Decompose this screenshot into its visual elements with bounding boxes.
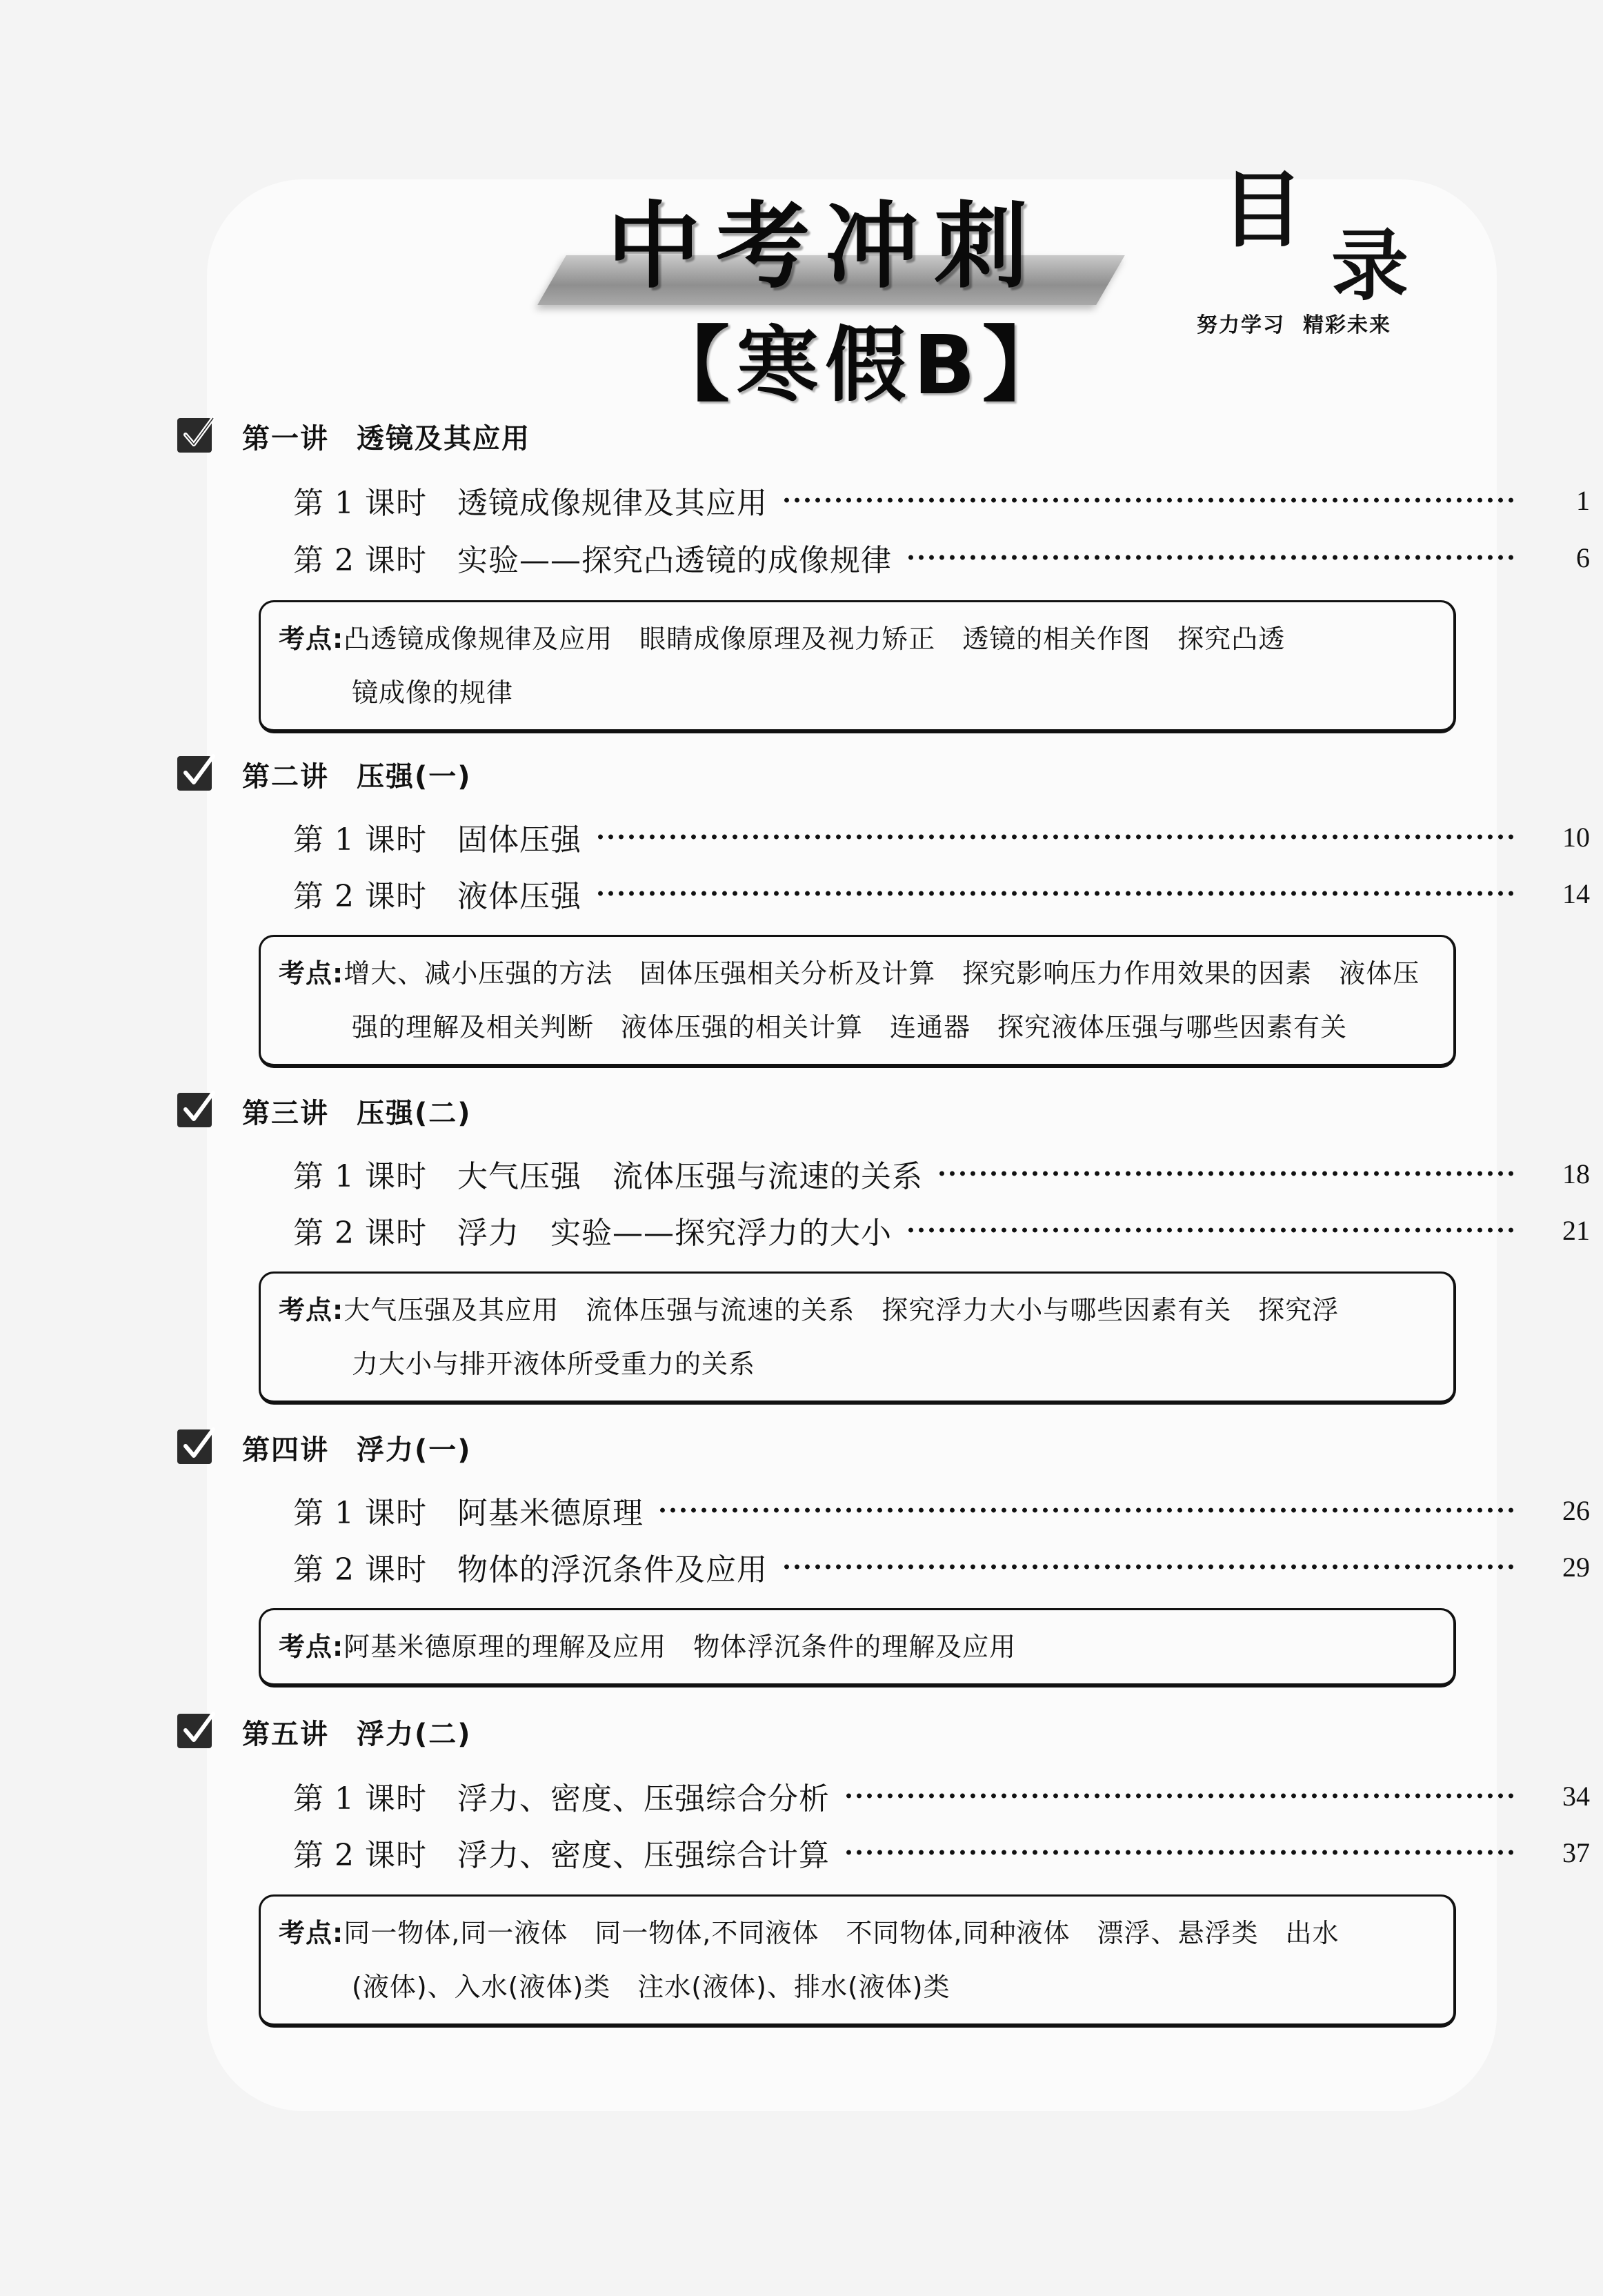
dot-leader: [906, 1227, 1514, 1233]
key-points-line-1: 增大、减小压强的方法 固体压强相关分析及计算 探究影响压力作用效果的因素 液体压: [344, 958, 1420, 989]
key-points-label: 考点:: [279, 624, 344, 654]
toc-entry[interactable]: [293, 537, 1590, 578]
lesson-label: 第 1 课时: [293, 486, 427, 521]
lesson-title: 阿基米德原理: [457, 1496, 644, 1531]
lesson-label: 第 2 课时: [293, 543, 427, 578]
key-points-box: [259, 1271, 1456, 1405]
lecture-heading[interactable]: [176, 752, 472, 796]
lecture-number: 第二讲: [242, 760, 329, 793]
toc-entry[interactable]: [293, 1775, 1590, 1817]
key-points-line-1: 同一物体,同一液体 同一物体,不同液体 不同物体,同种液体 漂浮、悬浮类 出水: [344, 1918, 1340, 1948]
dot-leader: [844, 1793, 1514, 1799]
key-points-line-1: 大气压强及其应用 流体压强与流速的关系 探究浮力大小与哪些因素有关 探究浮: [344, 1295, 1340, 1325]
lesson-label: 第 1 课时: [293, 1496, 427, 1531]
checkbox-checked-icon: [176, 1091, 215, 1130]
checkbox-checked-icon: [176, 417, 215, 455]
page-panel: [207, 179, 1497, 2111]
lesson-label: 第 2 课时: [293, 1838, 427, 1873]
dot-leader: [844, 1850, 1514, 1855]
toc-entry[interactable]: [293, 816, 1590, 858]
key-points-line-1: 凸透镜成像规律及应用 眼睛成像原理及视力矫正 透镜的相关作图 探究凸透: [344, 624, 1286, 654]
checkbox-checked-icon: [176, 755, 215, 793]
lecture-title: 浮力(一): [357, 1434, 472, 1466]
lesson-title: 浮力 实验——探究浮力的大小: [457, 1216, 892, 1251]
key-points-box: [259, 1894, 1456, 2028]
page-number: 14: [1562, 878, 1590, 909]
page-number: 37: [1562, 1837, 1590, 1868]
lesson-title: 液体压强: [457, 879, 581, 914]
key-points-label: 考点:: [279, 1295, 344, 1325]
key-points-line-2: 力大小与排开液体所受重力的关系: [352, 1349, 756, 1379]
lesson-label: 第 1 课时: [293, 1781, 427, 1817]
page-number: 21: [1562, 1214, 1590, 1246]
key-points-box: [259, 935, 1456, 1068]
contents-heading-char-2: 录: [1331, 221, 1408, 311]
toc-entry[interactable]: [293, 873, 1590, 914]
lecture-heading[interactable]: [176, 1425, 472, 1469]
dot-leader: [595, 834, 1514, 840]
dot-leader: [906, 555, 1514, 560]
dot-leader: [781, 497, 1514, 503]
slogan-part-1: 努力学习: [1197, 313, 1285, 337]
lesson-title: 物体的浮沉条件及应用: [457, 1552, 768, 1587]
lecture-heading[interactable]: [176, 414, 530, 458]
contents-heading-char-1: 目: [1221, 161, 1304, 259]
lecture-number: 第一讲: [242, 422, 329, 455]
lesson-label: 第 1 课时: [293, 822, 427, 858]
lesson-label: 第 2 课时: [293, 1552, 427, 1587]
lecture-number: 第五讲: [242, 1718, 329, 1750]
lesson-label: 第 1 课时: [293, 1159, 427, 1194]
lesson-title: 浮力、密度、压强综合计算: [457, 1838, 830, 1873]
lesson-title: 实验——探究凸透镜的成像规律: [457, 543, 892, 578]
key-points-line-2: (液体)、入水(液体)类 注水(液体)、排水(液体)类: [352, 1972, 950, 2002]
lecture-title: 压强(一): [357, 760, 472, 793]
lesson-title: 浮力、密度、压强综合分析: [457, 1781, 830, 1817]
lecture-heading[interactable]: [176, 1710, 472, 1754]
key-points-box: [259, 1608, 1456, 1688]
lesson-title: 透镜成像规律及其应用: [457, 486, 768, 521]
key-points-line-2: 强的理解及相关判断 液体压强的相关计算 连通器 探究液体压强与哪些因素有关: [352, 1012, 1348, 1042]
lecture-title: 压强(二): [357, 1097, 472, 1129]
page-number: 10: [1562, 821, 1590, 853]
page-number: 1: [1576, 484, 1590, 516]
lecture-title: 透镜及其应用: [357, 422, 530, 455]
toc-entry[interactable]: [293, 1153, 1590, 1194]
key-points-label: 考点:: [279, 1632, 344, 1662]
lesson-label: 第 2 课时: [293, 879, 427, 914]
slogan: [1197, 315, 1391, 336]
book-subtitle: 【寒假B】: [648, 317, 1071, 413]
dot-leader: [937, 1171, 1514, 1176]
dot-leader: [595, 891, 1514, 896]
dot-leader: [781, 1564, 1514, 1570]
lecture-number: 第三讲: [242, 1097, 329, 1129]
checkbox-checked-icon: [176, 1712, 215, 1751]
page-number: 26: [1562, 1494, 1590, 1526]
key-points-box: [259, 600, 1456, 733]
lecture-number: 第四讲: [242, 1434, 329, 1466]
page-number: 34: [1562, 1780, 1590, 1812]
lesson-title: 固体压强: [457, 822, 581, 858]
dot-leader: [657, 1507, 1514, 1513]
page-number: 6: [1576, 542, 1590, 573]
lecture-title: 浮力(二): [357, 1718, 472, 1750]
toc-entry[interactable]: [293, 1832, 1590, 1873]
slogan-part-2: 精彩未来: [1303, 313, 1391, 337]
key-points-line-2: 镜成像的规律: [352, 677, 514, 708]
page-header: [0, 0, 1603, 414]
toc-entry[interactable]: [293, 1546, 1590, 1587]
key-points-line-1: 阿基米德原理的理解及应用 物体浮沉条件的理解及应用: [344, 1632, 1017, 1662]
lecture-heading[interactable]: [176, 1089, 472, 1133]
book-title: 中考冲刺: [607, 192, 1043, 301]
toc-entry[interactable]: [293, 1209, 1590, 1251]
page-number: 18: [1562, 1158, 1590, 1189]
toc-entry[interactable]: [293, 1490, 1590, 1531]
page-number: 29: [1562, 1551, 1590, 1583]
lesson-label: 第 2 课时: [293, 1216, 427, 1251]
checkbox-checked-icon: [176, 1428, 215, 1467]
toc-entry[interactable]: [293, 479, 1590, 521]
key-points-label: 考点:: [279, 1918, 344, 1948]
key-points-label: 考点:: [279, 958, 344, 989]
lesson-title: 大气压强 流体压强与流速的关系: [457, 1159, 923, 1194]
